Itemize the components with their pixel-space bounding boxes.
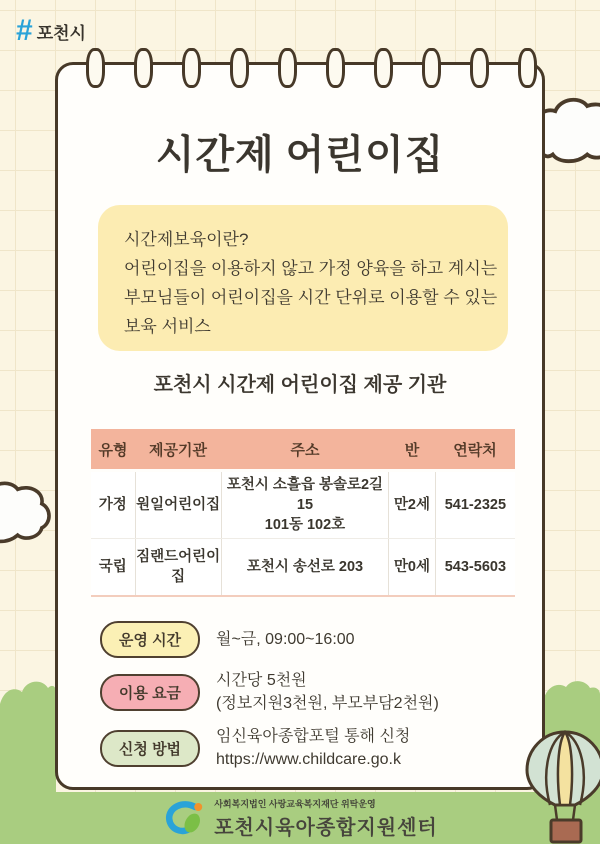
fee-detail: (정보지원3천원, 부모부담2천원): [216, 695, 439, 712]
application-method: 임신육아종합포털 통해 신청: [216, 728, 411, 745]
application-row: [100, 725, 410, 771]
operating-hours-value: 월~금, 09:00~16:00: [216, 631, 355, 648]
operating-hours-pill: 운영 시간: [100, 621, 200, 658]
cell-phone: 541-2325: [444, 497, 507, 513]
cell-provider: 짐랜드어린이집: [136, 539, 222, 595]
binder-ring: [182, 48, 201, 88]
cell-class: 만2세: [389, 472, 436, 538]
header-class: 반: [404, 441, 420, 459]
header-phone: 연락처: [453, 441, 497, 459]
table-row: [91, 472, 515, 539]
page-title: 시간제 어린이집: [155, 132, 445, 177]
notebook-paper: [55, 62, 545, 790]
table-row: [91, 539, 515, 595]
header-type: 유형: [98, 441, 128, 459]
application-pill: 신청 방법: [100, 730, 200, 767]
binder-ring: [470, 48, 489, 88]
fee-row: [100, 669, 439, 715]
cell-class: 만0세: [389, 539, 436, 595]
address-line: 101동 102호: [264, 517, 346, 533]
cloud-icon: [0, 476, 56, 551]
address-line: 포천시 송선로 203: [246, 559, 364, 575]
operating-hours-row: [100, 621, 355, 658]
cell-type: 국립: [91, 539, 136, 595]
binder-ring: [326, 48, 345, 88]
binder-ring: [422, 48, 441, 88]
address-line: 포천시 소흘읍 봉솔로2길 15: [226, 477, 384, 513]
definition-line: 시간제보육이란?: [124, 230, 249, 249]
table-header-row: [91, 429, 515, 469]
binder-ring: [374, 48, 393, 88]
binder-ring: [86, 48, 105, 88]
definition-line: 어린이집을 이용하지 않고 가정 양육을 하고 계시는: [124, 259, 498, 278]
center-name: 포천시육아종합지원센터: [214, 817, 438, 839]
cell-provider: 원일어린이집: [136, 472, 222, 538]
table-body: [91, 472, 515, 597]
definition-line: 부모님들이 어린이집을 시간 단위로 이용할 수 있는: [124, 288, 498, 307]
binder-ring: [278, 48, 297, 88]
cell-type: 가정: [91, 472, 136, 538]
binder-ring: [230, 48, 249, 88]
header-provider: 제공기관: [149, 441, 207, 459]
footer-center-logo: [162, 797, 438, 840]
binder-ring: [518, 48, 537, 88]
fee-pill: 이용 요금: [100, 674, 200, 711]
support-center-logo-icon: [162, 798, 206, 840]
header-address: 주소: [290, 441, 320, 459]
providers-table: [91, 429, 515, 597]
binder-ring: [134, 48, 153, 88]
operator-line: 사회복지법인 사랑교육복지재단 위탁운영: [214, 799, 376, 809]
hot-air-balloon-icon: [517, 726, 600, 844]
definition-line: 보육 서비스: [124, 317, 211, 336]
hashtag-icon: #: [16, 14, 33, 47]
cell-address: [222, 472, 389, 538]
city-name: 포천시: [36, 24, 86, 43]
cell-address: [222, 539, 389, 595]
definition-box: [98, 205, 508, 351]
cell-phone: 543-5603: [444, 559, 507, 575]
childcare-portal-link[interactable]: https://www.childcare.go.k: [216, 751, 401, 768]
section-title: 포천시 시간제 어린이집 제공 기관: [153, 374, 447, 396]
pocheon-city-logo: [16, 16, 86, 46]
fee-value: 시간당 5천원: [216, 672, 307, 689]
